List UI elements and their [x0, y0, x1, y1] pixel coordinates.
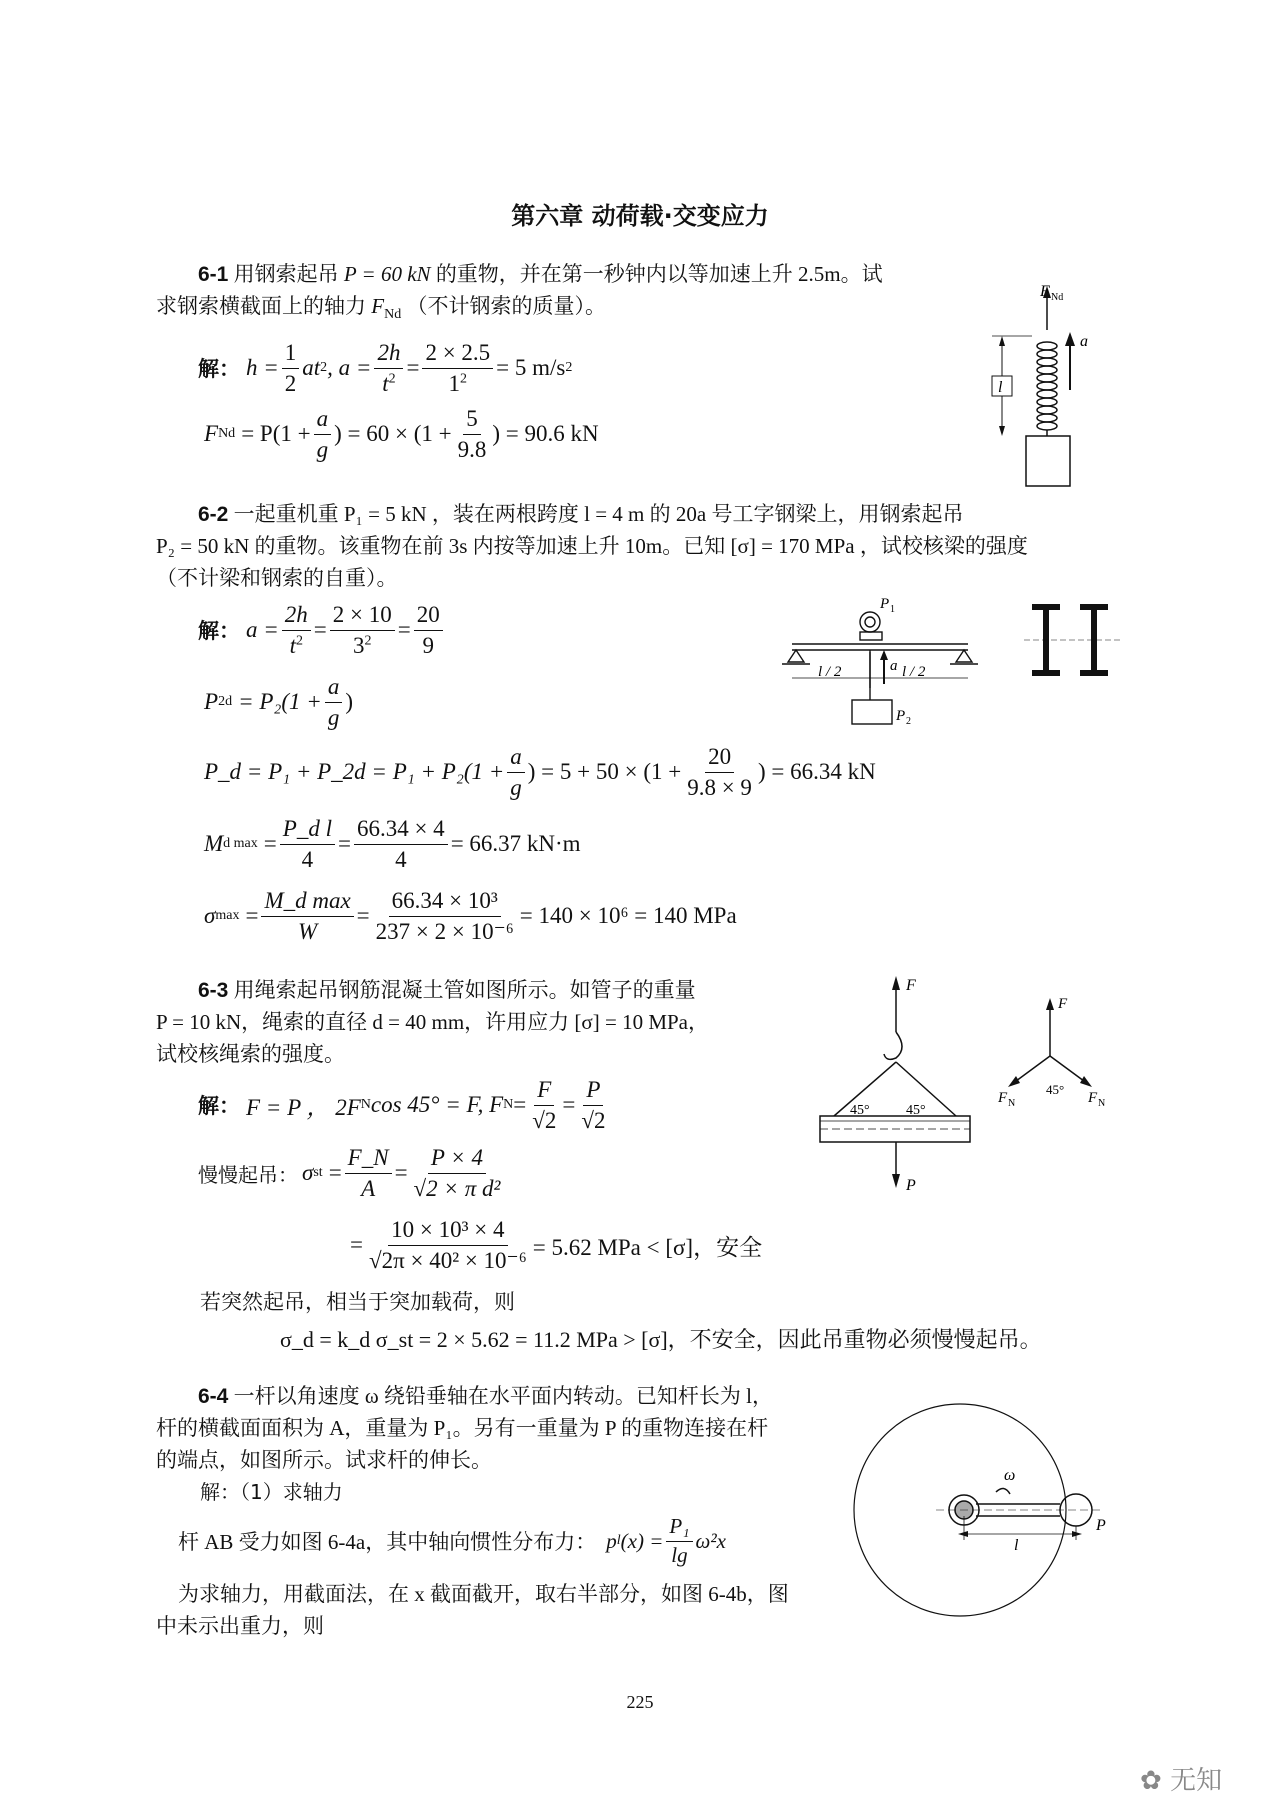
numerator: P × 4 [428, 1145, 486, 1173]
label-p: P [906, 1177, 916, 1194]
eq-part: = 140 × 10⁶ = 140 MPa [519, 903, 737, 928]
text: （不计钢索的质量）。 [406, 294, 606, 318]
subscript: Nd [384, 307, 402, 323]
problem-6-3-line3: 试校核绳索的强度。 [156, 1042, 345, 1066]
text: 一起重机重 P₁ = 5 kN ，装在两根跨度 l = 4 m 的 20a 号工字钢梁上，用钢索起吊 [233, 502, 964, 526]
wechat-icon: ✿ [1140, 1766, 1162, 1796]
eq-6-3-1: 解： F = P ， 2F N cos 45° = F, F N = $\frac{F}{√2}$ = $\frac{P}{√2}$ [198, 1074, 612, 1136]
eq-part: P [204, 689, 219, 714]
fraction: $\frac{2h}{t^2}$ [374, 340, 403, 396]
eq-6-3-2: 慢慢起吊： σ st = $\frac{F\_N}{A}$ = $\frac{P \times 4}{\text{√2 × π d²}}$ [198, 1140, 506, 1206]
label-l2-left: l / 2 [818, 664, 842, 680]
eq-part: = 5 m/s [496, 355, 566, 380]
denominator: 4 [395, 846, 407, 872]
label-l: l [1014, 1537, 1019, 1554]
eq-6-3-3: = $\frac{\text{10 × 10³ × 4}}{\text{√2π × 40² × 10⁻⁶}}$ = 5.62 MPa < [σ]，安全 [350, 1217, 763, 1273]
eq-6-2-1: 解： a = $\frac{2h}{t^2}$ = $\frac{2 \times 10}{3^2}$ = $\frac{20}{9}$ [198, 598, 446, 662]
fraction [366, 1217, 530, 1273]
eq-part: ) = 5 + 50 × (1 + [527, 759, 682, 784]
subscript: st [313, 1165, 323, 1180]
svg-text:N: N [1098, 1098, 1106, 1109]
watermark-text: 无知 [1170, 1766, 1223, 1796]
fraction [455, 406, 490, 462]
text: 求钢索横截面上的轴力 [156, 294, 366, 318]
eq-part: = P₂(1 + [238, 689, 322, 714]
slow-label: 慢慢起吊： [198, 1162, 298, 1187]
denominator: 3 [353, 632, 365, 658]
eq-part: a = [246, 617, 279, 642]
fraction: $\frac{a}{g}$ [507, 744, 525, 800]
denominator: g [316, 436, 329, 462]
eq-part: F = P ， 2F [246, 1094, 361, 1120]
symbol: F [371, 294, 385, 318]
fraction [578, 1077, 608, 1133]
problem-number: 6-3 [198, 979, 229, 1002]
label-p: P [1096, 1517, 1106, 1534]
denominator: 9.8 × 9 [687, 774, 752, 800]
label-p2-sub: 2 [906, 716, 911, 727]
figure-6-3-force-diagram [990, 990, 1120, 1120]
eq-part: ) = 60 × (1 + [334, 421, 452, 446]
problem-6-4-line3: 的端点，如图所示。试求杆的伸长。 [156, 1448, 492, 1472]
label-fn-left-sub: N [1008, 1098, 1016, 1109]
problem-6-1-line2 [156, 290, 606, 331]
fraction: $\frac{2h}{t^2}$ [282, 602, 311, 658]
denominator: √2 [581, 1107, 606, 1133]
eq-part: P_d = P₁ + P_2d = P₁ + P₂(1 + [204, 759, 505, 784]
eq-6-2-3 [204, 740, 876, 804]
solution-label: 解： [198, 619, 240, 643]
numerator: 20 [705, 744, 734, 772]
numerator: 2h [282, 602, 311, 630]
chapter-title: 第六章 动荷载·交变应力 [511, 202, 769, 230]
eq-part: M [204, 831, 224, 856]
eq-6-4-1 [178, 1512, 726, 1570]
page-number: 225 [626, 1692, 654, 1712]
numerator: F [534, 1077, 554, 1105]
denominator: W [297, 918, 318, 944]
watermark [1140, 1760, 1222, 1797]
label-fn-left: F [998, 1090, 1008, 1106]
denominator: A [361, 1175, 376, 1201]
eq-part: ) = 90.6 kN [492, 421, 599, 446]
denominator: 9.8 [457, 436, 487, 462]
fraction [684, 744, 755, 800]
text: 用绳索起吊钢筋混凝土管如图所示。如管子的重量 [233, 978, 696, 1002]
numerator: 2 × 10 [330, 602, 395, 630]
numerator: P₁ [666, 1515, 692, 1541]
problem-6-4-line6: 中未示出重力，则 [156, 1614, 324, 1638]
eq-part: h = [246, 355, 279, 380]
solution-label: 解： [198, 357, 240, 381]
problem-6-3-line2: P = 10 kN，绳索的直径 d = 40 mm，许用应力 [σ] = 10 MPa， [156, 1010, 709, 1034]
eq-part: σ [204, 903, 216, 928]
label-f2: F [1058, 996, 1068, 1012]
figure-6-2-i-beam-sections [1024, 596, 1124, 686]
text: 杆 AB 受力如图 6-4a，其中轴向惯性分布力： [178, 1530, 597, 1554]
fraction [282, 340, 300, 396]
problem-number: 6-4 [198, 1385, 229, 1408]
label-l2-right: l / 2 [902, 664, 926, 680]
label-p1-sub: 1 [890, 604, 895, 615]
fraction: $\frac{2 \times 2.5}{1^2}$ [422, 340, 493, 396]
eq-6-1-1: 解： h = $\frac{1}{2}$ at 2 , a = $\frac{2h}{t^2}$ = $\frac{2 \times 2.5}{1^2}$ = 5 m/s 2 [198, 340, 573, 396]
label-p1: P [880, 596, 890, 612]
fraction: $\frac{2 \times 10}{3^2}$ [330, 602, 395, 658]
problem-6-2-line1 [198, 498, 963, 531]
fraction [354, 816, 448, 872]
numerator: 10 × 10³ × 4 [388, 1217, 507, 1245]
denominator: 237 × 2 × 10⁻⁶ [375, 918, 514, 944]
numerator: 20 [414, 602, 443, 630]
denominator: t [382, 370, 389, 396]
figure-6-2-crane-beam [772, 588, 992, 728]
fraction [261, 888, 353, 944]
denominator: 4 [301, 846, 314, 872]
numerator: 66.34 × 10³ [389, 888, 501, 916]
subscript: max [215, 908, 240, 923]
figure-6-1-spring-weight [960, 280, 1100, 490]
denominator: t [289, 632, 296, 658]
problem-number: 6-1 [198, 263, 229, 286]
fraction [414, 602, 443, 658]
denominator: √2 [532, 1107, 557, 1133]
eq-part: cos 45° = F, F [370, 1092, 504, 1117]
numerator: a [314, 406, 332, 434]
fraction [345, 1145, 392, 1201]
problem-6-3-line1 [198, 974, 696, 1007]
numerator: M_d max [261, 888, 353, 916]
denominator: lg [671, 1542, 688, 1567]
eq-6-2-2 [204, 670, 353, 734]
eq-6-3-4: σ_d = k_d σ_st = 2 × 5.62 = 11.2 MPa > [σ]，不安全，因此吊重物必须慢慢起吊。 [280, 1326, 1042, 1352]
eq-part: , a = [327, 355, 372, 380]
fraction [529, 1077, 559, 1133]
label-45-left: 45° [850, 1103, 870, 1118]
fraction [314, 406, 332, 462]
label-45-angle: 45° [1046, 1082, 1065, 1097]
numerator: P [583, 1077, 603, 1105]
fraction [280, 816, 335, 872]
fraction: $\frac{a}{g}$ [325, 674, 343, 730]
text: 的重物，并在第一秒钟内以等加速上升 2.5m。试 [435, 262, 883, 286]
label-omega: ω [1004, 1467, 1016, 1484]
label-fnd-sub: Nd [1051, 292, 1064, 303]
denominator: 1 [448, 370, 461, 396]
eq-part: σ [302, 1160, 314, 1185]
fraction [373, 888, 517, 944]
eq-part: ) = 66.34 kN [757, 759, 876, 784]
figure-6-4-rotating-rod [846, 1400, 1106, 1620]
label-fnd: F [1040, 283, 1050, 300]
eq-part: = [513, 1092, 527, 1117]
label-a: a [890, 658, 898, 674]
figure-6-3-lifting-pipe [810, 970, 980, 1200]
problem-6-4-line2: 杆的横截面面积为 A，重量为 P₁。另有一重量为 P 的重物连接在杆 [156, 1416, 769, 1440]
denominator: √2 × π d² [413, 1175, 501, 1201]
eq-part: = P(1 + [241, 421, 311, 446]
problem-6-2-line2: P₂ = 50 kN 的重物。该重物在前 3s 内按等加速上升 10m。已知 [σ] = 170 MPa ，试校核梁的强度 [156, 534, 1028, 558]
problem-6-4-line5: 为求轴力，用截面法，在 x 截面截开，取右半部分，如图 6-4b，图 [178, 1582, 789, 1606]
problem-6-4-line1 [198, 1380, 773, 1413]
text: 用钢索起吊 [233, 262, 339, 286]
label-45-right: 45° [906, 1103, 926, 1118]
denominator: √2π × 40² × 10⁻⁶ [368, 1247, 527, 1273]
eq-6-1-2: F Nd = P(1 + $\frac{a}{g}$ ) = 60 × (1 + $\frac{5}{9.8}$ ) = 90.6 kN [204, 406, 599, 462]
eq-part: (x) = [620, 1528, 664, 1553]
subscript: 2d [218, 694, 233, 709]
fraction [666, 1515, 692, 1566]
eq-part: = 5.62 MPa < [σ]，安全 [532, 1234, 763, 1260]
solution-step1: 解：（1）求轴力 [200, 1480, 343, 1504]
denominator: 9 [422, 632, 434, 658]
label-f: F [906, 977, 916, 994]
problem-6-1-line1 [198, 258, 883, 291]
solution-label: 解： [198, 1094, 240, 1118]
numerator: 5 [463, 406, 481, 434]
eq-6-2-5: σ max = $\frac{\text{M\_d max}}{W}$ = $\frac{\text{66.34 × 10³}}{\text{237 × 2 × 10⁻⁶}}$ = 140 × 10⁶ = 140 MPa [204, 888, 737, 944]
subscript: d max [223, 836, 258, 851]
text: 一杆以角速度 ω 绕铅垂轴在水平面内转动。已知杆长为 l， [233, 1384, 774, 1408]
eq-part: = 66.37 kN·m [450, 831, 581, 856]
numerator: 2 × 2.5 [422, 340, 493, 368]
numerator: F_N [345, 1145, 392, 1173]
sudden-load-text: 若突然起吊，相当于突加载荷，则 [200, 1290, 515, 1314]
problem-6-2-line3: （不计梁和钢索的自重）。 [156, 566, 398, 590]
numerator: P_d l [280, 816, 335, 844]
denominator: 2 [284, 370, 297, 396]
eq-part: at [302, 355, 321, 380]
eq-part: ) [345, 689, 353, 714]
subscript: l [616, 1533, 621, 1548]
numerator: 1 [282, 340, 300, 368]
label-p2: P [896, 708, 906, 724]
fraction [411, 1145, 504, 1201]
inline-eq: P = 60 kN [343, 262, 431, 286]
label-fn-right: F [1088, 1090, 1098, 1106]
subscript: N [360, 1097, 371, 1112]
numerator: 66.34 × 4 [354, 816, 448, 844]
numerator: 2h [374, 340, 403, 368]
problem-number: 6-2 [198, 503, 229, 526]
eq-6-2-4: M d max = $\frac{\text{P\_d l}}{4}$ = $\frac{66.34 \times 4}{4}$ = 66.37 kN·m [204, 816, 581, 872]
label-l: l [998, 379, 1003, 396]
eq-part: p [606, 1528, 617, 1553]
eq-part: ω²x [695, 1528, 726, 1553]
label-a: a [1080, 333, 1088, 350]
